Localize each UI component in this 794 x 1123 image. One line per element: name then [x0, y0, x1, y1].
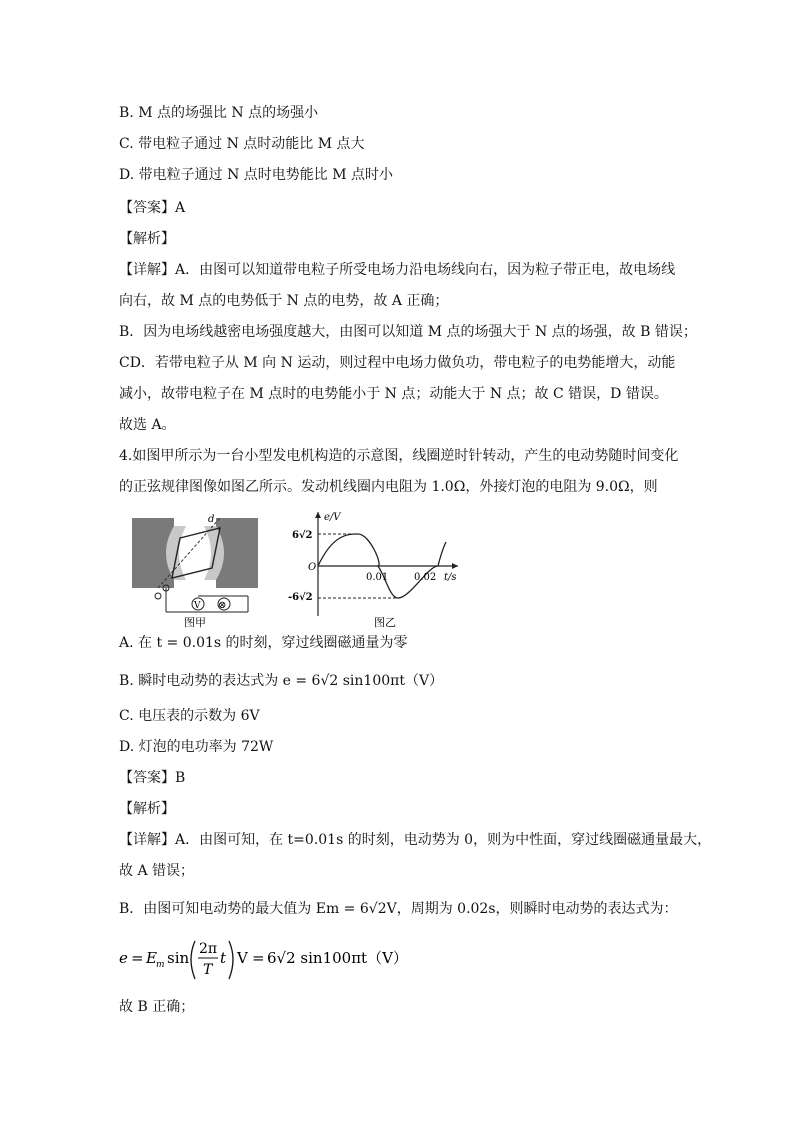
left-paren: [191, 941, 195, 979]
tick-label-0-02: 0.02: [414, 572, 437, 583]
x-axis-label: t/s: [444, 572, 457, 583]
formula-subscript-m: m: [156, 960, 165, 970]
coil-label-d: d: [208, 514, 215, 525]
option-b: B. 瞬时电动势的表达式为 e = 6√2 sin100πt（V）: [119, 673, 444, 689]
formula-sin: sin: [167, 949, 190, 967]
explanation-line: 【详解】A．由图可以知道带电粒子所受电场力沿电场线向右，因为粒子带正电，故电场线: [119, 262, 676, 278]
explanation-line: 故选 A。: [119, 417, 176, 433]
explanation-line: B．因为电场线越密电场强度越大，由图可以知道 M 点的场强大于 N 点的场强，故 B 错误；: [119, 324, 697, 340]
explanation-line: CD．若带电粒子从 M 向 N 运动，则过程中电场力做负功，带电粒子的电势能增大，动能: [119, 355, 676, 371]
origin-label: O: [308, 562, 317, 573]
lamp-symbol: ⊗: [218, 600, 227, 611]
text-line-c-option: C. 带电粒子通过 N 点时动能比 M 点大: [119, 136, 365, 152]
analysis-label: 【解析】: [119, 801, 175, 817]
explanation-line: 减小，故带电粒子在 M 点时的电势能小于 N 点；动能大于 N 点；故 C 错误，D 错误。: [119, 386, 668, 402]
explanation-line: 【详解】A．由图可知，在 t=0.01s 的时刻，电动势为 0，则为中性面，穿过线圈磁通量最大，: [119, 832, 712, 848]
option-a: A. 在 t = 0.01s 的时刻，穿过线圈磁通量为零: [119, 635, 408, 651]
question-stem: 的正弦规律图像如图乙所示。发动机线圈内电阻为 1.0Ω，外接灯泡的电阻为 9.0Ω，则: [119, 479, 658, 495]
right-paren: [229, 941, 233, 979]
generator-diagram: [132, 514, 258, 628]
analysis-label: 【解析】: [119, 231, 175, 247]
caption-right: 图乙: [374, 616, 396, 628]
formula-eq: =: [252, 949, 265, 967]
explanation-line: 故 B 正确；: [119, 999, 195, 1015]
text-line-b-option: B. M 点的场强比 N 点的场强小: [119, 105, 319, 121]
tick-label-0-01: 0.01: [366, 572, 389, 583]
option-d: D. 灯泡的电功率为 72W: [119, 739, 274, 755]
formula-t: t: [220, 949, 227, 967]
ymax-label: 6√2: [292, 530, 313, 541]
formula-em: E: [146, 949, 157, 967]
explanation-line: 向右，故 M 点的电势低于 N 点的电势，故 A 正确；: [119, 293, 449, 309]
slip-ring: [155, 593, 161, 599]
answer-label: 【答案】B: [119, 770, 186, 786]
ymin-label: -6√2: [288, 592, 313, 603]
emf-formula: [119, 935, 419, 983]
formula-eq: =: [131, 949, 144, 967]
y-axis-arrow: [315, 512, 321, 518]
x-axis-arrow: [452, 563, 458, 569]
formula-numerator: 2π: [199, 941, 218, 957]
formula-denominator: T: [203, 962, 213, 978]
formula-rhs: 6√2 sin100πt（V）: [267, 949, 408, 967]
option-c: C. 电压表的示数为 6V: [119, 708, 260, 724]
formula-unit-v: V: [237, 949, 248, 967]
emf-graph: [288, 512, 458, 628]
explanation-line: 故 A 错误；: [119, 863, 195, 879]
generator-figure: [128, 508, 468, 628]
y-axis-label: e/V: [324, 512, 341, 523]
answer-label: 【答案】A: [119, 200, 186, 216]
caption-left: 图甲: [184, 616, 206, 628]
text-line-d-option: D. 带电粒子通过 N 点时电势能比 M 点时小: [119, 167, 394, 183]
explanation-line: B．由图可知电动势的最大值为 Em = 6√2V，周期为 0.02s，则瞬时电动势的表达式为：: [119, 901, 678, 917]
formula-e: e: [119, 949, 128, 967]
question-stem: 4.如图甲所示为一台小型发电机构造的示意图，线圈逆时针转动，产生的电动势随时间变化: [119, 448, 679, 464]
voltmeter-symbol: V: [194, 601, 201, 611]
